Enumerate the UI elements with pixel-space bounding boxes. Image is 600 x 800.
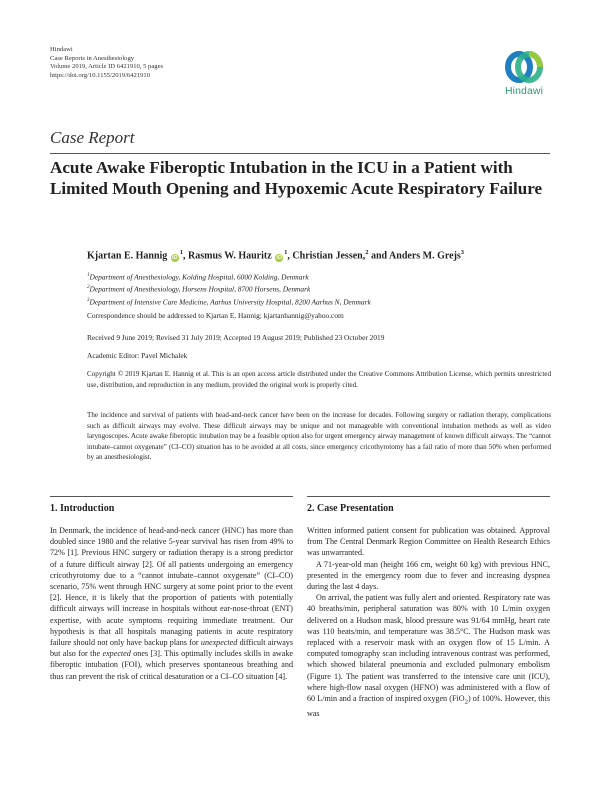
article-dates: Received 9 June 2019; Revised 31 July 2019; Accepted 19 August 2019; Published 23 October 2019 (87, 333, 385, 342)
author-name: Christian Jessen, (292, 250, 366, 262)
paragraph: Written informed patient consent for publication was obtained. Approval from The Central Denmark Region Committee on Health Research Ethics was unwarranted. (307, 526, 550, 558)
affiliation-item: $^2$Department of Anesthesiology, Horsens Hospital, 8700 Horsens, Denmark (87, 284, 311, 294)
author-affiliation-mark: 1 (284, 249, 288, 256)
author-name: Anders M. Grejs (389, 250, 461, 262)
article-type: Case Report (50, 128, 135, 147)
affiliations (87, 270, 371, 307)
hindawi-logo (498, 50, 550, 97)
author-name: Rasmus W. Hauritz (188, 250, 272, 262)
author-list: Kjartan E. Hannig $iD^1$, Rasmus W. Hauritz $iD^1$, Christian Jessen,$^2$ and Anders M. Grejs$^3$ (87, 249, 465, 262)
affiliation-item: $^1$Department of Anesthesiology, Kolding Hospital, 6000 Kolding, Denmark (87, 272, 309, 282)
paragraph: A 71-year-old man (height 166 cm, weight 60 kg) with previous HNC, presented in the emergency room due to fever and increasing dyspnea during the last 4 days. (307, 559, 550, 592)
affiliation-item: $^3$Department of Intensive Care Medicine, Aarhus University Hospital, 8200 Aarhus N, Denmark (87, 297, 371, 307)
section-heading: 1. Introduction (50, 503, 115, 514)
author-affiliation-mark: 3 (460, 249, 465, 256)
author-affiliation-mark: 1 (179, 249, 184, 256)
logo-wordmark: Hindawi (504, 85, 544, 97)
article-title: Acute Awake Fiberoptic Intubation in the ICU in a Patient with Limited Mouth Opening and Hypoxemic Acute Respiratory Failure (50, 158, 543, 198)
orcid-icon[interactable]: iD (172, 255, 178, 262)
orcid-icon[interactable]: iD (276, 255, 282, 262)
column-divider (307, 496, 550, 497)
journal-name: Case Reports in Anesthesiology (50, 54, 135, 62)
copyright-notice: Copyright © 2019 Kjartan E. Hannig et al. This is an open access article distributed under the Creative Commons Attribution License, which permits unrestricted use, distribution, and reproduction in any medium, provided the original work is properly cited. (87, 370, 551, 389)
column-divider (50, 496, 293, 497)
case-presentation-section (307, 503, 550, 719)
title-divider (50, 153, 550, 154)
correspondence: Correspondence should be addressed to Kjartan E. Hannig; kjartanhannig@yahoo.com (87, 311, 344, 320)
paragraph: On arrival, the patient was fully alert and oriented. Respiratory rate was 40 breaths/min, peripheral saturation was 80% with 10 L/min oxygen delivered on a Hudson mask, blood pressure was 91/64 mmHg, heart rate was 110 beats/min, and temperature was 38.5°C. The Hudson mask was replaced with a reservoir mask with an oxygen flow of 15 L/min. A computed tomography scan including intravenous contrast was performed, which showed bilateral pneumonia and excluded pulmonary embolism (Figure 1). The patient was transferred to the intensive care unit (ICU), where high-flow nasal oxygen (HFNO) was administered with a flow of 60 L/min and a fraction of inspired oxygen (FiO$_2$) of 100%. However, this was (307, 593, 550, 718)
hindawi-logo-icon (502, 50, 546, 84)
introduction-section (50, 503, 293, 682)
section-heading: 2. Case Presentation (307, 503, 394, 514)
author-affiliation-mark: 2 (365, 249, 369, 256)
journal-header (50, 46, 163, 80)
paragraph: In Denmark, the incidence of head-and-neck cancer (HNC) has more than doubled since 1980 and the relative 5-year survival has risen from 49% to 72% [1]. Previous HNC surgery or radiation therapy is a strong predictor of a future difficult airway [2]. Of all patients undergoing an emergency cricothyrotomy due to a “cannot intubate–cannot oxygenate” (CI–CO) scenario, 75% went through HNC surgery at some point prior to the event [2]. Hence, it is likely that the proportion of patients with potentially difficult airways will increase in hospitals without ear-nose-throat (ENT) expertise, with acute symptoms requiring immediate treatment. Our hypothesis is that all hospitals managing patients in acute respiratory failure should not only have backup plans for unexpected difficult airways but also for the expected ones [3]. This optimally includes skills in awake fiberoptic intubation (FOI), which preserves spontaneous breathing and thus can prevent the risk of critical desaturation or a CI–CO situation [4]. (50, 526, 293, 681)
publisher-name: Hindawi (50, 46, 73, 53)
abstract: The incidence and survival of patients with head-and-neck cancer have been on the increase for decades. Following surgery or radiation therapy, complications such as difficult airways may evolve. These difficult airways may be unique and not manageable with conventional intubation methods as well as video laryngoscopes. Acute awake fiberoptic intubation may be a feasible option also for urgent emergency airway management of known difficult airways. The “cannot intubate–cannot oxygenate” (CI–CO) situation has to be avoided at all costs, since emergency cricothyrotomy has a fail ratio of more than 50% when performed by an anesthesiologist. (87, 411, 551, 462)
author-name: Kjartan E. Hannig (87, 250, 168, 262)
academic-editor: Academic Editor: Pavel Michalek (87, 351, 188, 360)
doi-link[interactable]: https://doi.org/10.1155/2019/6421910 (50, 71, 151, 79)
volume-line: Volume 2019, Article ID 6421910, 5 pages (50, 63, 164, 71)
